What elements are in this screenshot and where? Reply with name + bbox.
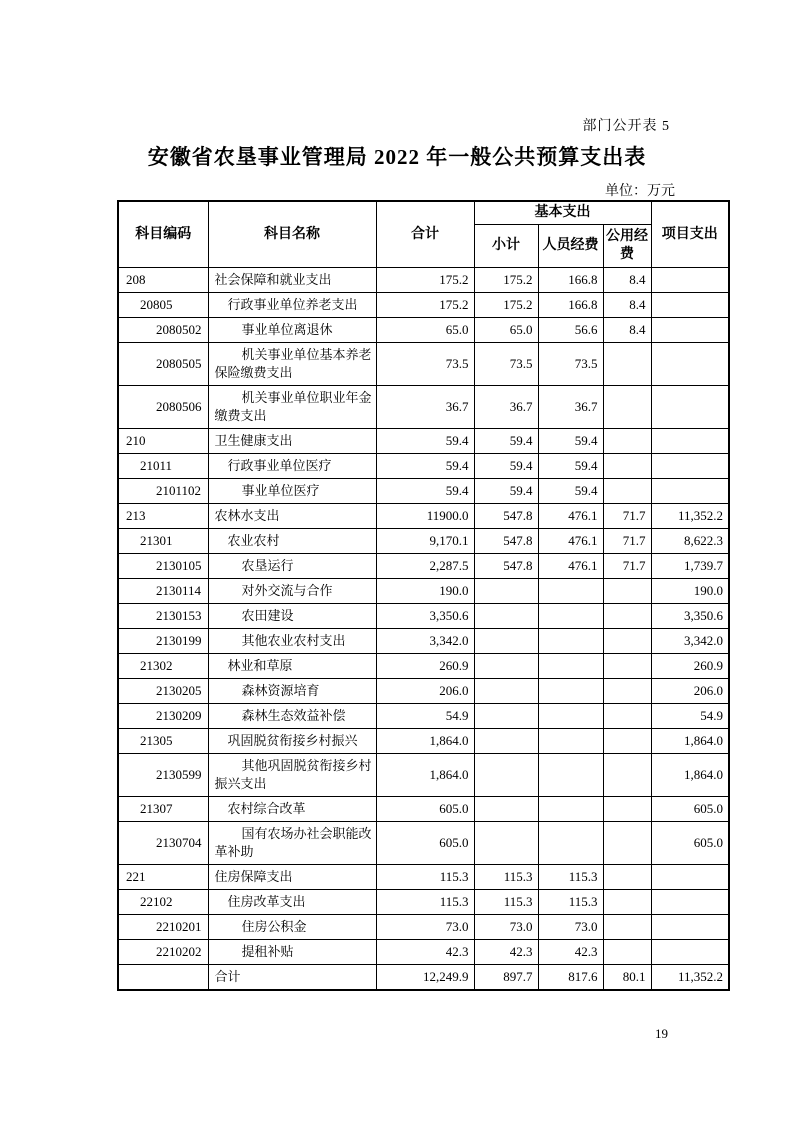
total-cell: 73.5 [376,343,474,386]
subject-code-cell: 2130704 [118,822,208,865]
public-funds-cell [603,890,651,915]
public-funds-cell: 8.4 [603,268,651,293]
total-cell: 36.7 [376,386,474,429]
personnel-funds-cell [538,704,603,729]
total-cell: 1,864.0 [376,754,474,797]
total-cell: 59.4 [376,479,474,504]
personnel-funds-cell [538,604,603,629]
subject-name-cell: 住房公积金 [208,915,376,940]
subject-name-cell: 社会保障和就业支出 [208,268,376,293]
total-cell: 73.0 [376,915,474,940]
header-project-expenditure: 项目支出 [651,201,729,268]
project-expenditure-cell [651,865,729,890]
basic-subtotal-cell [474,797,538,822]
basic-subtotal-cell: 59.4 [474,429,538,454]
subject-name-cell: 林业和草原 [208,654,376,679]
table-row [118,629,729,654]
personnel-funds-cell: 115.3 [538,890,603,915]
total-cell: 115.3 [376,865,474,890]
total-cell: 605.0 [376,822,474,865]
personnel-funds-cell: 476.1 [538,504,603,529]
personnel-funds-cell: 476.1 [538,529,603,554]
project-expenditure-cell [651,915,729,940]
subject-code-cell: 21307 [118,797,208,822]
personnel-funds-cell [538,679,603,704]
subject-name-cell: 提租补贴 [208,940,376,965]
basic-subtotal-cell: 115.3 [474,865,538,890]
subject-name-cell: 巩固脱贫衔接乡村振兴 [208,729,376,754]
project-expenditure-cell [651,293,729,318]
subject-code-cell: 2130599 [118,754,208,797]
subject-code-cell: 2080505 [118,343,208,386]
project-expenditure-cell: 260.9 [651,654,729,679]
subject-code-cell: 22102 [118,890,208,915]
table-row [118,293,729,318]
public-funds-cell: 71.7 [603,554,651,579]
subject-name-cell: 森林生态效益补偿 [208,704,376,729]
basic-subtotal-cell [474,579,538,604]
project-expenditure-cell: 605.0 [651,797,729,822]
header-basic-expenditure-group: 基本支出 [474,201,651,225]
table-row [118,504,729,529]
header-public-funds: 公用经费 [603,225,651,268]
total-cell: 59.4 [376,429,474,454]
public-funds-cell [603,704,651,729]
personnel-funds-cell: 36.7 [538,386,603,429]
project-expenditure-cell [651,268,729,293]
header-basic-subtotal: 小计 [474,225,538,268]
subject-name-cell: 农垦运行 [208,554,376,579]
table-row [118,729,729,754]
table-row [118,679,729,704]
subject-name-cell: 住房保障支出 [208,865,376,890]
basic-subtotal-cell: 175.2 [474,293,538,318]
personnel-funds-cell: 166.8 [538,293,603,318]
basic-subtotal-cell: 59.4 [474,454,538,479]
personnel-funds-cell: 476.1 [538,554,603,579]
basic-subtotal-cell: 547.8 [474,554,538,579]
table-body [118,268,729,991]
project-expenditure-cell: 605.0 [651,822,729,865]
total-cell: 12,249.9 [376,965,474,991]
total-cell: 11900.0 [376,504,474,529]
total-cell: 115.3 [376,890,474,915]
form-corner-label: 部门公开表 5 [582,119,670,134]
subject-code-cell: 21011 [118,454,208,479]
total-cell: 54.9 [376,704,474,729]
basic-subtotal-cell [474,754,538,797]
table-row [118,454,729,479]
total-cell: 9,170.1 [376,529,474,554]
subject-code-cell: 2080506 [118,386,208,429]
basic-subtotal-cell [474,704,538,729]
public-funds-cell [603,579,651,604]
public-funds-cell: 71.7 [603,504,651,529]
subject-name-cell: 事业单位医疗 [208,479,376,504]
subject-code-cell: 2130209 [118,704,208,729]
subject-name-cell: 农业农村 [208,529,376,554]
subject-code-cell: 2080502 [118,318,208,343]
project-expenditure-cell [651,890,729,915]
subject-code-cell [118,965,208,991]
project-expenditure-cell [651,386,729,429]
public-funds-cell [603,754,651,797]
subject-code-cell: 221 [118,865,208,890]
basic-subtotal-cell [474,654,538,679]
basic-subtotal-cell: 897.7 [474,965,538,991]
public-funds-cell [603,429,651,454]
subject-code-cell: 21301 [118,529,208,554]
table-row [118,529,729,554]
subject-name-cell: 行政事业单位养老支出 [208,293,376,318]
table-header [118,201,729,268]
total-cell: 42.3 [376,940,474,965]
total-cell: 59.4 [376,454,474,479]
project-expenditure-cell [651,940,729,965]
public-funds-cell [603,604,651,629]
basic-subtotal-cell: 547.8 [474,529,538,554]
basic-subtotal-cell [474,729,538,754]
table-row [118,386,729,429]
personnel-funds-cell: 73.5 [538,343,603,386]
personnel-funds-cell: 817.6 [538,965,603,991]
project-expenditure-cell: 1,864.0 [651,754,729,797]
project-expenditure-cell: 11,352.2 [651,504,729,529]
table-row [118,865,729,890]
basic-subtotal-cell: 73.0 [474,915,538,940]
header-subject-name: 科目名称 [208,201,376,268]
personnel-funds-cell: 59.4 [538,454,603,479]
subject-name-cell: 卫生健康支出 [208,429,376,454]
subject-name-cell: 农田建设 [208,604,376,629]
header-subject-code: 科目编码 [118,201,208,268]
public-funds-cell: 8.4 [603,293,651,318]
subject-name-cell: 机关事业单位基本养老保险缴费支出 [208,343,376,386]
public-funds-cell [603,729,651,754]
project-expenditure-cell [651,429,729,454]
basic-subtotal-cell: 115.3 [474,890,538,915]
table-row [118,579,729,604]
unit-label: 单位：万元 [605,184,675,199]
project-expenditure-cell [651,479,729,504]
table-row [118,704,729,729]
project-expenditure-cell: 54.9 [651,704,729,729]
total-cell: 206.0 [376,679,474,704]
public-funds-cell [603,915,651,940]
personnel-funds-cell [538,729,603,754]
subject-name-cell: 行政事业单位医疗 [208,454,376,479]
personnel-funds-cell [538,754,603,797]
table-row [118,554,729,579]
basic-subtotal-cell: 36.7 [474,386,538,429]
subject-code-cell: 2210202 [118,940,208,965]
subject-name-cell: 事业单位离退休 [208,318,376,343]
subject-name-cell: 机关事业单位职业年金缴费支出 [208,386,376,429]
subject-name-cell: 农林水支出 [208,504,376,529]
public-funds-cell [603,940,651,965]
total-cell: 65.0 [376,318,474,343]
subject-code-cell: 2130153 [118,604,208,629]
public-funds-cell [603,679,651,704]
table-row [118,429,729,454]
budget-expenditure-table [117,200,730,991]
subject-name-cell: 森林资源培育 [208,679,376,704]
total-cell: 260.9 [376,654,474,679]
public-funds-cell [603,865,651,890]
project-expenditure-cell [651,343,729,386]
total-cell: 3,350.6 [376,604,474,629]
table-row [118,268,729,293]
subject-name-cell: 其他巩固脱贫衔接乡村振兴支出 [208,754,376,797]
basic-subtotal-cell: 175.2 [474,268,538,293]
project-expenditure-cell: 190.0 [651,579,729,604]
personnel-funds-cell [538,797,603,822]
table-row [118,965,729,991]
subject-name-cell: 其他农业农村支出 [208,629,376,654]
subject-code-cell: 2130105 [118,554,208,579]
basic-subtotal-cell [474,629,538,654]
total-cell: 605.0 [376,797,474,822]
table-row [118,822,729,865]
subject-code-cell: 2101102 [118,479,208,504]
total-cell: 175.2 [376,268,474,293]
subject-code-cell: 20805 [118,293,208,318]
public-funds-cell [603,343,651,386]
personnel-funds-cell [538,579,603,604]
total-cell: 3,342.0 [376,629,474,654]
personnel-funds-cell: 115.3 [538,865,603,890]
subject-code-cell: 21305 [118,729,208,754]
page-title: 安徽省农垦事业管理局 2022 年一般公共预算支出表 [147,145,647,169]
table-row [118,654,729,679]
personnel-funds-cell: 42.3 [538,940,603,965]
public-funds-cell [603,822,651,865]
public-funds-cell [603,654,651,679]
project-expenditure-cell: 206.0 [651,679,729,704]
project-expenditure-cell: 11,352.2 [651,965,729,991]
project-expenditure-cell [651,454,729,479]
table-row [118,343,729,386]
subject-name-cell: 农村综合改革 [208,797,376,822]
project-expenditure-cell: 8,622.3 [651,529,729,554]
public-funds-cell [603,386,651,429]
table-row [118,940,729,965]
personnel-funds-cell: 166.8 [538,268,603,293]
public-funds-cell: 80.1 [603,965,651,991]
subject-code-cell: 2130205 [118,679,208,704]
project-expenditure-cell: 3,350.6 [651,604,729,629]
table-row [118,604,729,629]
personnel-funds-cell: 56.6 [538,318,603,343]
table-row [118,797,729,822]
basic-subtotal-cell: 42.3 [474,940,538,965]
table-row [118,479,729,504]
basic-subtotal-cell: 73.5 [474,343,538,386]
basic-subtotal-cell [474,822,538,865]
public-funds-cell: 8.4 [603,318,651,343]
subject-code-cell: 2130199 [118,629,208,654]
personnel-funds-cell: 59.4 [538,429,603,454]
subject-code-cell: 210 [118,429,208,454]
project-expenditure-cell: 1,864.0 [651,729,729,754]
public-funds-cell [603,797,651,822]
total-cell: 1,864.0 [376,729,474,754]
total-cell: 190.0 [376,579,474,604]
project-expenditure-cell [651,318,729,343]
public-funds-cell [603,629,651,654]
basic-subtotal-cell: 547.8 [474,504,538,529]
personnel-funds-cell [538,822,603,865]
personnel-funds-cell [538,654,603,679]
total-cell: 2,287.5 [376,554,474,579]
subject-code-cell: 213 [118,504,208,529]
basic-subtotal-cell [474,604,538,629]
header-total: 合计 [376,201,474,268]
table-row [118,754,729,797]
project-expenditure-cell: 1,739.7 [651,554,729,579]
subject-name-cell: 国有农场办社会职能改革补助 [208,822,376,865]
subject-name-cell: 住房改革支出 [208,890,376,915]
public-funds-cell [603,454,651,479]
subject-name-cell: 合计 [208,965,376,991]
personnel-funds-cell: 73.0 [538,915,603,940]
header-personnel-funds: 人员经费 [538,225,603,268]
page-number: 19 [655,1026,668,1041]
subject-code-cell: 2210201 [118,915,208,940]
basic-subtotal-cell: 59.4 [474,479,538,504]
table-row [118,890,729,915]
public-funds-cell [603,479,651,504]
public-funds-cell: 71.7 [603,529,651,554]
personnel-funds-cell: 59.4 [538,479,603,504]
table-row [118,915,729,940]
subject-code-cell: 2130114 [118,579,208,604]
basic-subtotal-cell [474,679,538,704]
basic-subtotal-cell: 65.0 [474,318,538,343]
personnel-funds-cell [538,629,603,654]
project-expenditure-cell: 3,342.0 [651,629,729,654]
table-row [118,318,729,343]
subject-name-cell: 对外交流与合作 [208,579,376,604]
subject-code-cell: 208 [118,268,208,293]
subject-code-cell: 21302 [118,654,208,679]
total-cell: 175.2 [376,293,474,318]
